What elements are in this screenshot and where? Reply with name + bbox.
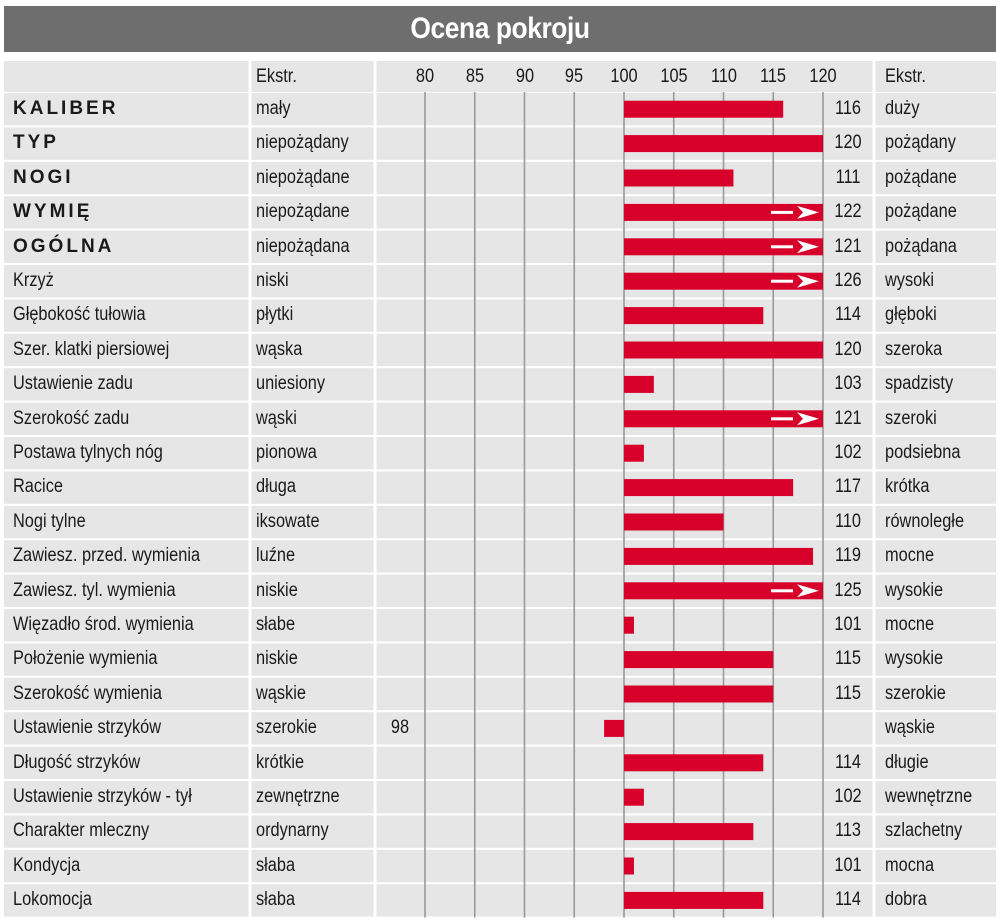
value-label: 115 <box>834 648 862 670</box>
extreme-left-label: szerokie <box>256 717 317 739</box>
trait-label: TYP <box>13 132 59 154</box>
trait-label: Głębokość tułowia <box>13 304 146 326</box>
extreme-right-label: długie <box>885 751 929 773</box>
value-label: 102 <box>834 442 862 463</box>
extreme-right-label: szlachetny <box>885 820 963 842</box>
value-label: 114 <box>834 751 862 773</box>
overflow-line-3 <box>771 211 793 214</box>
extreme-left-label: słaba <box>256 854 296 876</box>
extreme-right-label: szeroka <box>885 338 943 360</box>
overflow-line-14 <box>771 589 793 592</box>
extreme-right-label: duży <box>885 98 920 119</box>
extreme-right-label: mocne <box>885 614 935 635</box>
trait-label: Kondycja <box>13 854 81 876</box>
overflow-line-9 <box>771 417 793 420</box>
extreme-left-label: długa <box>256 476 296 498</box>
bar-16 <box>624 651 773 668</box>
trait-label: Ustawienie zadu <box>13 373 133 395</box>
value-label: 117 <box>834 476 862 498</box>
trait-label: Ustawienie strzyków - tył <box>13 786 192 807</box>
trait-label: Szer. klatki piersiowej <box>13 338 170 360</box>
tick-label-85: 85 <box>465 66 484 87</box>
value-label: 101 <box>834 614 862 635</box>
trait-label: Ustawienie strzyków <box>13 717 162 739</box>
extreme-left-label: zewnętrzne <box>256 786 340 807</box>
bar-23 <box>624 892 763 909</box>
bar-7 <box>624 342 823 359</box>
value-label: 114 <box>834 889 862 911</box>
trait-label: Długość strzyków <box>13 751 141 773</box>
value-label: 120 <box>834 132 862 154</box>
tick-label-80: 80 <box>415 66 435 87</box>
extreme-right-label: spadzisty <box>885 373 954 395</box>
extreme-left-label: wąski <box>256 407 297 429</box>
extreme-left-label: iksowate <box>256 510 320 532</box>
tick-label-110: 110 <box>710 66 737 87</box>
trait-label: NOGI <box>13 166 74 188</box>
bar-21 <box>624 823 753 840</box>
trait-label: Położenie wymienia <box>13 648 158 670</box>
extreme-right-label: mocna <box>885 854 935 876</box>
bar-14 <box>624 582 823 599</box>
extreme-left-label: niski <box>256 270 289 291</box>
bar-19 <box>624 754 763 771</box>
extreme-right-label: pożądane <box>885 201 957 223</box>
extreme-left-label: płytki <box>256 304 294 326</box>
bar-6 <box>624 307 763 324</box>
bar-2 <box>624 170 733 187</box>
trait-label: Szerokość wymienia <box>13 682 162 704</box>
value-label: 122 <box>834 201 862 223</box>
value-label: 98 <box>390 717 410 739</box>
extreme-right-label: mocne <box>885 545 935 567</box>
extreme-right-label: wysoki <box>885 270 935 291</box>
bar-4 <box>624 238 823 255</box>
bar-15 <box>624 617 634 634</box>
header-extreme-left: Ekstr. <box>256 66 297 87</box>
extreme-right-label: wysokie <box>885 579 944 601</box>
trait-label: Postawa tylnych nóg <box>13 442 163 463</box>
trait-label: Krzyż <box>13 270 54 291</box>
value-label: 126 <box>834 270 862 291</box>
bar-1 <box>624 135 823 152</box>
bar-11 <box>624 479 793 496</box>
extreme-right-label: krótka <box>885 476 930 498</box>
extreme-left-label: uniesiony <box>256 373 326 395</box>
bar-13 <box>624 548 813 565</box>
extreme-left-label: niskie <box>256 648 298 670</box>
value-label: 121 <box>834 407 862 429</box>
value-label: 120 <box>834 338 862 360</box>
header-band <box>4 61 996 92</box>
extreme-left-label: niepożądane <box>256 166 350 188</box>
tick-label-100: 100 <box>610 66 638 87</box>
extreme-right-label: szerokie <box>885 682 946 704</box>
value-label: 119 <box>834 545 862 567</box>
trait-label: Charakter mleczny <box>13 820 150 842</box>
value-label: 115 <box>834 682 862 704</box>
trait-label: KALIBER <box>13 98 119 119</box>
extreme-left-label: mały <box>256 98 291 119</box>
bar-5 <box>624 273 823 290</box>
extreme-right-label: podsiebna <box>885 442 961 463</box>
extreme-left-label: wąskie <box>256 682 306 704</box>
extreme-right-label: wysokie <box>885 648 944 670</box>
extreme-right-label: dobra <box>885 889 927 911</box>
tick-label-115: 115 <box>760 66 787 87</box>
trait-label: Nogi tylne <box>13 510 86 532</box>
extreme-right-label: szeroki <box>885 407 937 429</box>
value-label: 114 <box>834 304 862 326</box>
value-label: 116 <box>834 98 862 119</box>
trait-label: Lokomocja <box>13 889 93 911</box>
extreme-right-label: pożądana <box>885 235 957 257</box>
tick-label-120: 120 <box>809 66 837 87</box>
extreme-left-label: pionowa <box>256 442 317 463</box>
extreme-left-label: słabe <box>256 614 296 635</box>
bar-3 <box>624 204 823 221</box>
bar-10 <box>624 445 644 462</box>
chart-title: Ocena pokroju <box>410 12 590 45</box>
extreme-right-label: pożądane <box>885 166 957 188</box>
extreme-left-label: luźne <box>256 545 296 567</box>
tick-label-90: 90 <box>515 66 534 87</box>
value-label: 121 <box>834 235 862 257</box>
extreme-right-label: wąskie <box>885 717 935 739</box>
extreme-left-label: słaba <box>256 889 296 911</box>
extreme-right-label: głęboki <box>885 304 937 326</box>
tick-label-105: 105 <box>660 66 688 87</box>
extreme-left-label: wąska <box>256 338 303 360</box>
extreme-left-label: niskie <box>256 579 298 601</box>
trait-label: Zawiesz. tyl. wymienia <box>13 579 176 601</box>
extreme-left-label: ordynarny <box>256 820 329 842</box>
bar-0 <box>624 101 783 118</box>
overflow-line-5 <box>771 280 793 283</box>
extreme-right-label: równoległe <box>885 510 965 532</box>
bar-22 <box>624 858 634 875</box>
bar-17 <box>624 686 773 703</box>
bar-20 <box>624 789 644 806</box>
trait-label: Racice <box>13 476 63 498</box>
tick-label-95: 95 <box>565 66 584 87</box>
header-extreme-right: Ekstr. <box>885 66 926 87</box>
extreme-right-label: wewnętrzne <box>885 786 973 807</box>
bar-9 <box>624 410 823 427</box>
trait-label: OGÓLNA <box>13 235 115 257</box>
extreme-left-label: niepożądana <box>256 235 350 257</box>
overflow-line-4 <box>771 245 793 248</box>
bar-8 <box>624 376 654 393</box>
extreme-left-label: niepożądany <box>256 132 349 154</box>
value-label: 102 <box>834 786 862 807</box>
value-label: 111 <box>835 166 861 188</box>
trait-label: WYMIĘ <box>13 201 93 223</box>
extreme-right-label: pożądany <box>885 132 956 154</box>
value-label: 110 <box>834 510 862 532</box>
extreme-left-label: krótkie <box>256 751 305 773</box>
value-label: 101 <box>834 854 862 876</box>
trait-label: Szerokość zadu <box>13 407 130 429</box>
trait-label: Zawiesz. przed. wymienia <box>13 545 201 567</box>
value-label: 103 <box>834 373 862 395</box>
value-label: 113 <box>834 820 862 842</box>
bar-12 <box>624 514 724 531</box>
value-label: 125 <box>834 579 862 601</box>
extreme-left-label: niepożądane <box>256 201 350 223</box>
bar-18 <box>604 720 624 737</box>
trait-label: Więzadło środ. wymienia <box>13 614 194 635</box>
